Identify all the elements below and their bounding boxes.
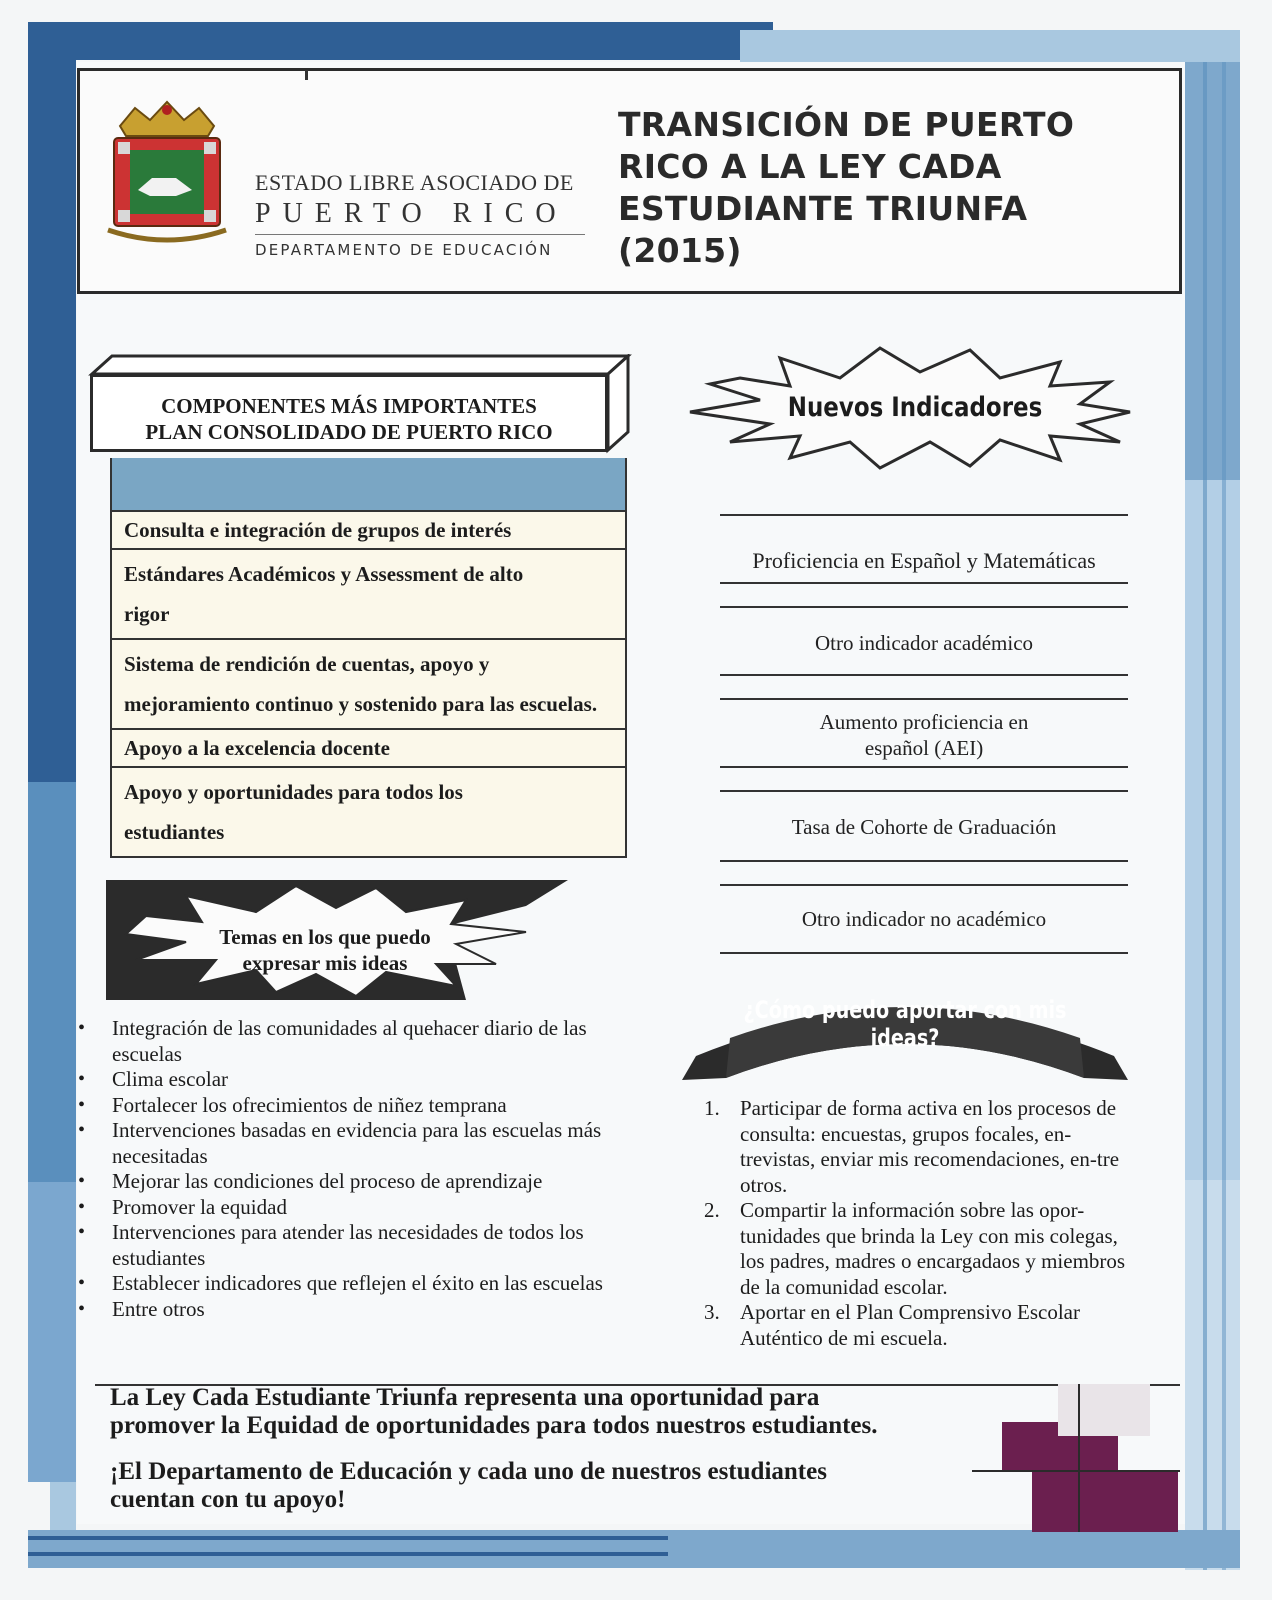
step-number: 1. [704,1096,720,1120]
footer-support [110,1458,1010,1514]
components-heading-line1: COMPONENTES MÁS IMPORTANTES [161,394,537,418]
list-item: • Entre otros [78,1297,618,1323]
indicator-rule [720,674,1128,676]
contribute-heading: ¿Cómo puedo aportar con mis ideas? [743,996,1067,1052]
indicator-rule [720,606,1128,608]
topics-heading-line1: Temas en los que puedo [219,925,431,949]
coat-of-arms-icon [100,100,234,250]
list-item: • Establecer indicadores que reflejen el éxito en las escuelas [78,1271,618,1297]
title-line: (2015) [618,231,742,270]
indicator-rule [720,860,1128,862]
indicator-rule [720,582,1128,584]
footer-line: cuentan con tu apoyo! [110,1486,346,1513]
component-item: Apoyo y oportunidades para todos los estudiantes [124,780,463,844]
step-text: Participar de forma activa en los procesos de consulta: encuestas, grupos focales, en-trevistas, enviar mis recomendaciones, en-tre otros. [740,1096,1120,1197]
footer-message [110,1384,1010,1440]
indicator-rule [720,790,1128,792]
topics-heading-line2: expresar mis ideas [242,951,408,975]
components-band [110,458,627,510]
step-number: 2. [704,1198,720,1222]
indicator-item: Tasa de Cohorte de Graduación [791,815,1057,839]
indicator-rule [720,766,1128,768]
indicators-heading: Nuevos Indicadores [787,392,1043,423]
indicator-rule [720,884,1128,886]
page-title [618,104,1178,272]
topics-heading [170,924,480,976]
topics-list [78,1016,618,1322]
components-heading-line2: PLAN CONSOLIDADO DE PUERTO RICO [145,420,553,444]
footer-line: promover la Equidad de oportunidades para todos nuestros estudiantes. [110,1412,878,1439]
list-item: • Intervenciones basadas en evidencia para las escuelas más necesitadas [78,1118,618,1169]
footer-line: ¡El Departamento de Educación y cada uno de nuestros estudiantes [110,1458,827,1485]
title-line: RICO A LA LEY CADA [618,147,1002,186]
step-text: Aportar en el Plan Comprensivo Escolar Auténtico de mi escuela. [740,1300,1080,1350]
indicator-rule [720,698,1128,700]
indicator-item: Aumento proficiencia en español (AEI) [819,710,1029,760]
indicator-item: Otro indicador académico [814,631,1034,655]
list-item: • Promover la equidad [78,1195,618,1221]
agency-name-line2: PUERTO RICO [255,198,568,229]
step-text: Compartir la información sobre las opor-tunidades que brinda la Ley con mis colegas, los padres, madres o encargadaos y miembros de la comunidad escolar. [740,1198,1126,1299]
list-item: • Integración de las comunidades al quehacer diario de las escuelas [78,1016,618,1067]
components-heading [90,374,608,452]
step-number: 3. [704,1300,720,1324]
indicator-item: Proficiencia en Español y Matemáticas [752,548,1096,573]
list-item: • Fortalecer los ofrecimientos de niñez temprana [78,1093,618,1119]
agency-divider [255,234,585,235]
list-item [704,1096,1144,1198]
indicator-rule [720,952,1128,954]
component-item: Estándares Académicos y Assessment de alto rigor [112,550,625,640]
indicator-rule [720,514,1128,516]
components-table [110,510,627,858]
list-item: • Intervenciones para atender las necesidades de todos los estudiantes [78,1220,618,1271]
agency-name-line1: ESTADO LIBRE ASOCIADO DE [255,170,574,195]
header-top-tick [305,70,308,80]
footer-line: La Ley Cada Estudiante Triunfa representa una oportunidad para [110,1384,820,1411]
list-item [704,1198,1144,1300]
title-line: ESTUDIANTE TRIUNFA [618,189,1028,228]
component-item: Consulta e integración de grupos de interés [112,512,625,550]
list-item: • Clima escolar [78,1067,618,1093]
list-item: • Mejorar las condiciones del proceso de aprendizaje [78,1169,618,1195]
indicator-item: Otro indicador no académico [801,907,1047,931]
title-line: TRANSICIÓN DE PUERTO [618,105,1075,144]
component-item: Apoyo a la excelencia docente [112,730,625,768]
contribute-list [704,1096,1144,1351]
list-item [704,1300,1144,1351]
component-item: Sistema de rendición de cuentas, apoyo y mejoramiento continuo y sostenido para las escuelas. [112,640,625,730]
agency-department: DEPARTAMENTO DE EDUCACIÓN [255,241,553,259]
